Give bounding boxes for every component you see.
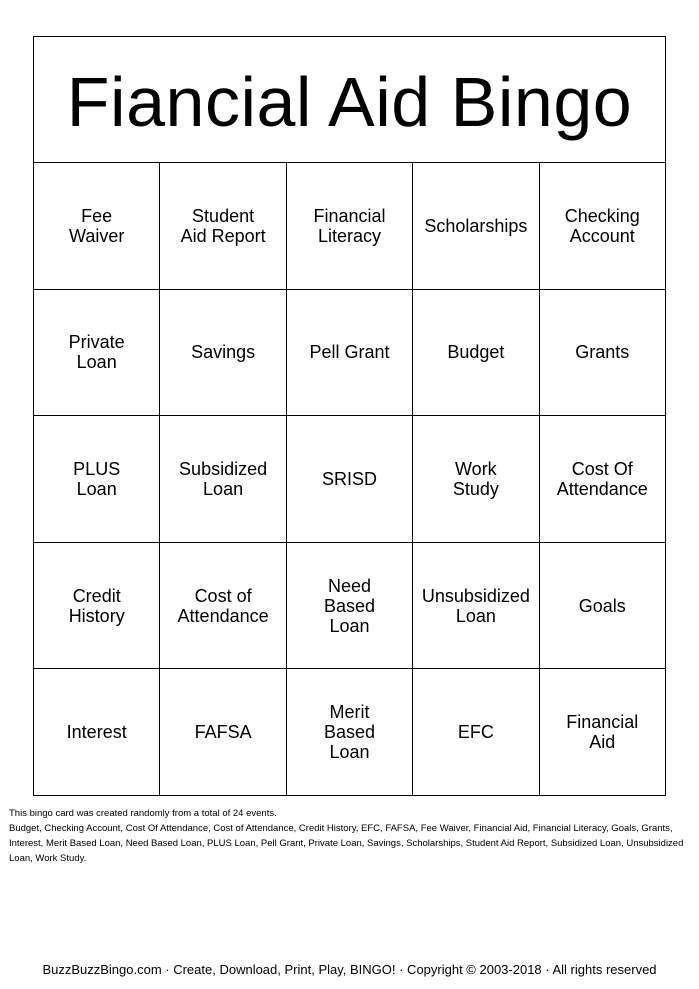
bingo-cell: Pell Grant [287,290,413,417]
bingo-cell: Work Study [413,416,539,543]
bingo-cell: Budget [413,290,539,417]
bingo-card [33,36,666,796]
bingo-cell: Scholarships [413,163,539,290]
bingo-cell: Financial Literacy [287,163,413,290]
note-events-list: Budget, Checking Account, Cost Of Attendance, Cost of Attendance, Credit History, EFC, FAFSA, Fee Waiver, Financial Aid, Financial Literacy, Goals, Grants, Interest, Merit Based Loan, Need Based Loan, PLUS Loan, Pell Grant, Private Loan, Savings, Scholarships, Student Aid Report, Subsidized Loan, Unsubsidized Loan, Work Study. [9,823,684,864]
bingo-cell: Financial Aid [540,669,666,796]
bingo-cell: SRISD [287,416,413,543]
bingo-cell: EFC [413,669,539,796]
bingo-cell: Unsubsidized Loan [413,543,539,670]
footer-text: BuzzBuzzBingo.com · Create, Download, Print, Play, BINGO! · Copyright © 2003-2018 · All rights reserved [42,962,657,977]
bingo-cell: Need Based Loan [287,543,413,670]
bingo-cell: Cost Of Attendance [540,416,666,543]
bingo-cell: Student Aid Report [160,163,286,290]
bingo-cell: Fee Waiver [34,163,160,290]
bingo-cell: Savings [160,290,286,417]
bingo-cell: Cost of Attendance [160,543,286,670]
bingo-cell: Goals [540,543,666,670]
card-note [9,806,684,866]
bingo-cell: Credit History [34,543,160,670]
bingo-cell: Private Loan [34,290,160,417]
bingo-cell: Subsidized Loan [160,416,286,543]
bingo-grid [34,163,666,796]
note-intro: This bingo card was created randomly from a total of 24 events. [9,808,277,819]
title-cell [34,37,666,163]
bingo-cell: Checking Account [540,163,666,290]
bingo-cell: Grants [540,290,666,417]
bingo-cell: Merit Based Loan [287,669,413,796]
bingo-cell: FAFSA [160,669,286,796]
bingo-cell: PLUS Loan [34,416,160,543]
card-title: Fiancial Aid Bingo [66,62,633,141]
bingo-cell: Interest [34,669,160,796]
